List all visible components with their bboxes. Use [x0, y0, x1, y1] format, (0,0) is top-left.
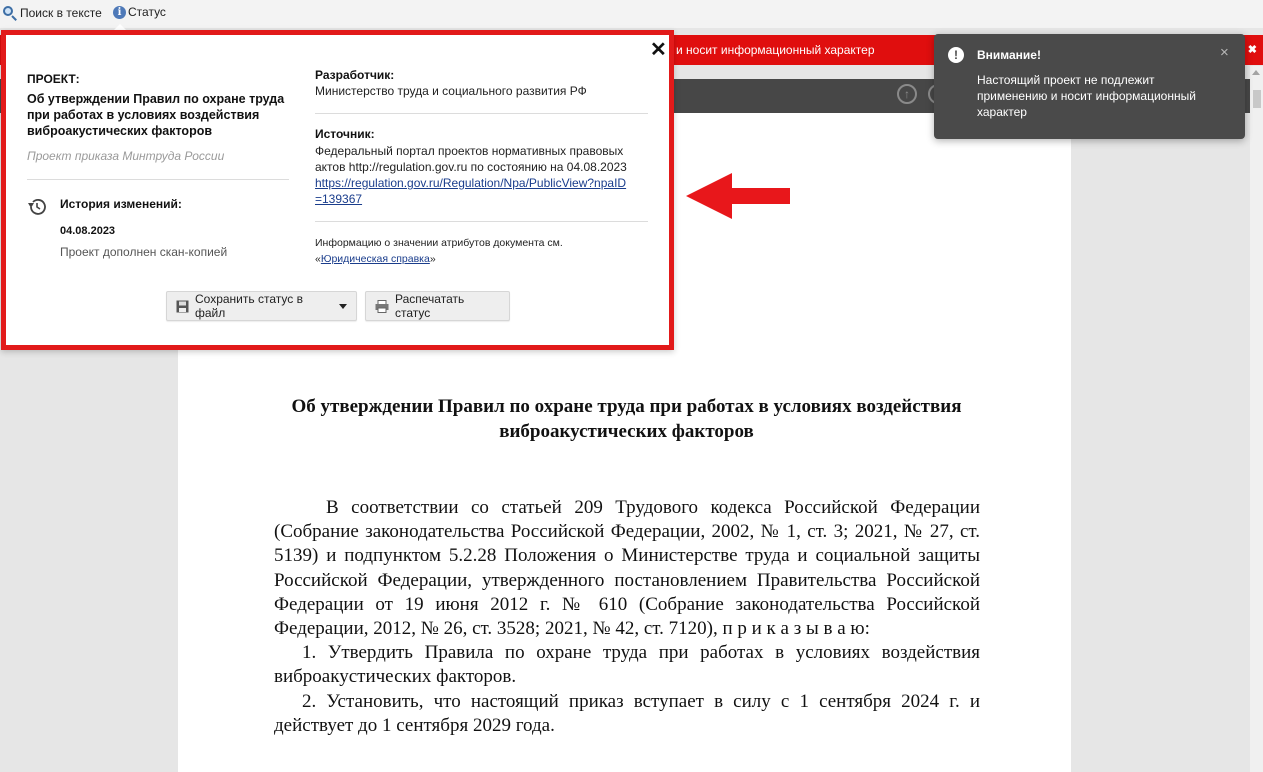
paragraph-text: В соответствии со статьей 209 Трудового кодекса Российской Федерации (Собрание законодательства Российской Федерации, 2002, № 1, ст. 3; 2021, № 27, ст. 5139) и подпунктом 5.2.28 Положения о Министерстве труда и социальной защиты Российской Федерации, утвержденного постановлением Правительства Российской Федерации от 19 июня 2012 г. № 610 (Собрание законодательства Российской Федерации, 2012, № 26, ст. 3528; 2021, № 42, ст. 7120),	[274, 497, 980, 640]
print-status-label: Распечатать статус	[395, 292, 465, 320]
warning-toast	[934, 34, 1245, 139]
search-in-text-button[interactable]	[2, 5, 102, 20]
floppy-disk-icon	[176, 300, 189, 313]
toast-close-icon[interactable]: ×	[1220, 44, 1229, 61]
divider	[27, 179, 289, 180]
divider	[315, 221, 648, 222]
scrollbar[interactable]	[1250, 66, 1263, 772]
info-link-row	[315, 251, 436, 267]
scroll-up-icon[interactable]	[1252, 70, 1260, 75]
document-item-2: 2. Установить, что настоящий приказ вступает в силу с 1 сентября 2024 г. и действует до 1 сентября 2029 года.	[274, 690, 980, 736]
source-link-line1: https://regulation.gov.ru/Regulation/Npa/PublicView?npaID	[315, 176, 627, 190]
history-label: История изменений:	[60, 197, 182, 211]
source-text: Федеральный портал проектов нормативных правовых актов http://regulation.gov.ru по состоянию на 04.08.2023	[315, 144, 627, 174]
quote-open: «	[315, 253, 321, 265]
history-text: Проект дополнен скан-копией	[60, 245, 228, 259]
document-body	[274, 496, 980, 738]
info-icon: i	[113, 6, 126, 19]
banner-text: и носит информационный характер	[676, 43, 875, 57]
project-label: ПРОЕКТ:	[27, 72, 80, 86]
order-word: п р и к а з ы в а ю:	[722, 618, 870, 640]
chevron-down-icon	[339, 304, 347, 309]
project-subtitle: Проект приказа Минтруда России	[27, 149, 225, 163]
search-label: Поиск в тексте	[20, 5, 102, 20]
banner-close-button[interactable]: ✖	[1247, 44, 1257, 56]
exclamation-icon: !	[948, 47, 964, 63]
toast-title: Внимание!	[977, 48, 1041, 62]
print-status-button[interactable]	[365, 291, 510, 321]
arrow-up-circle-icon[interactable]: ↑	[897, 84, 917, 104]
document-paragraph	[274, 496, 980, 641]
scroll-thumb[interactable]	[1253, 90, 1261, 108]
source-label: Источник:	[315, 127, 375, 141]
source-link-line2: =139367	[315, 192, 363, 206]
save-status-button[interactable]	[166, 291, 357, 321]
search-icon	[2, 5, 17, 20]
legal-reference-link[interactable]: Юридическая справка	[320, 253, 430, 265]
document-item-1: 1. Утвердить Правила по охране труда при работах в условиях воздействия виброакустических факторов.	[274, 642, 980, 688]
status-label: Статус	[128, 5, 166, 19]
status-popup	[1, 30, 674, 350]
status-button[interactable]	[113, 5, 166, 19]
document-title: Об утверждении Правил по охране труда при работах в условиях воздействия виброакустических факторов	[291, 396, 962, 442]
divider	[315, 113, 648, 114]
developer-label: Разработчик:	[315, 68, 395, 82]
history-date: 04.08.2023	[60, 225, 116, 237]
project-title: Об утверждении Правил по охране труда при работах в условиях воздействия виброакустических факторов	[27, 92, 285, 138]
quote-close: »	[429, 253, 436, 265]
source-link[interactable]	[315, 175, 626, 207]
info-text: Информацию о значении атрибутов документа см.	[315, 237, 563, 249]
save-status-label: Сохранить статус в файл	[195, 292, 303, 320]
red-arrow-icon	[686, 171, 792, 221]
close-icon[interactable]: ✕	[650, 39, 667, 61]
developer-value: Министерство труда и социального развития РФ	[315, 84, 587, 98]
toast-text: Настоящий проект не подлежит применению и носит информационный характер	[977, 73, 1196, 119]
printer-icon	[375, 300, 389, 313]
top-toolbar	[0, 0, 1263, 28]
history-icon	[27, 197, 47, 217]
